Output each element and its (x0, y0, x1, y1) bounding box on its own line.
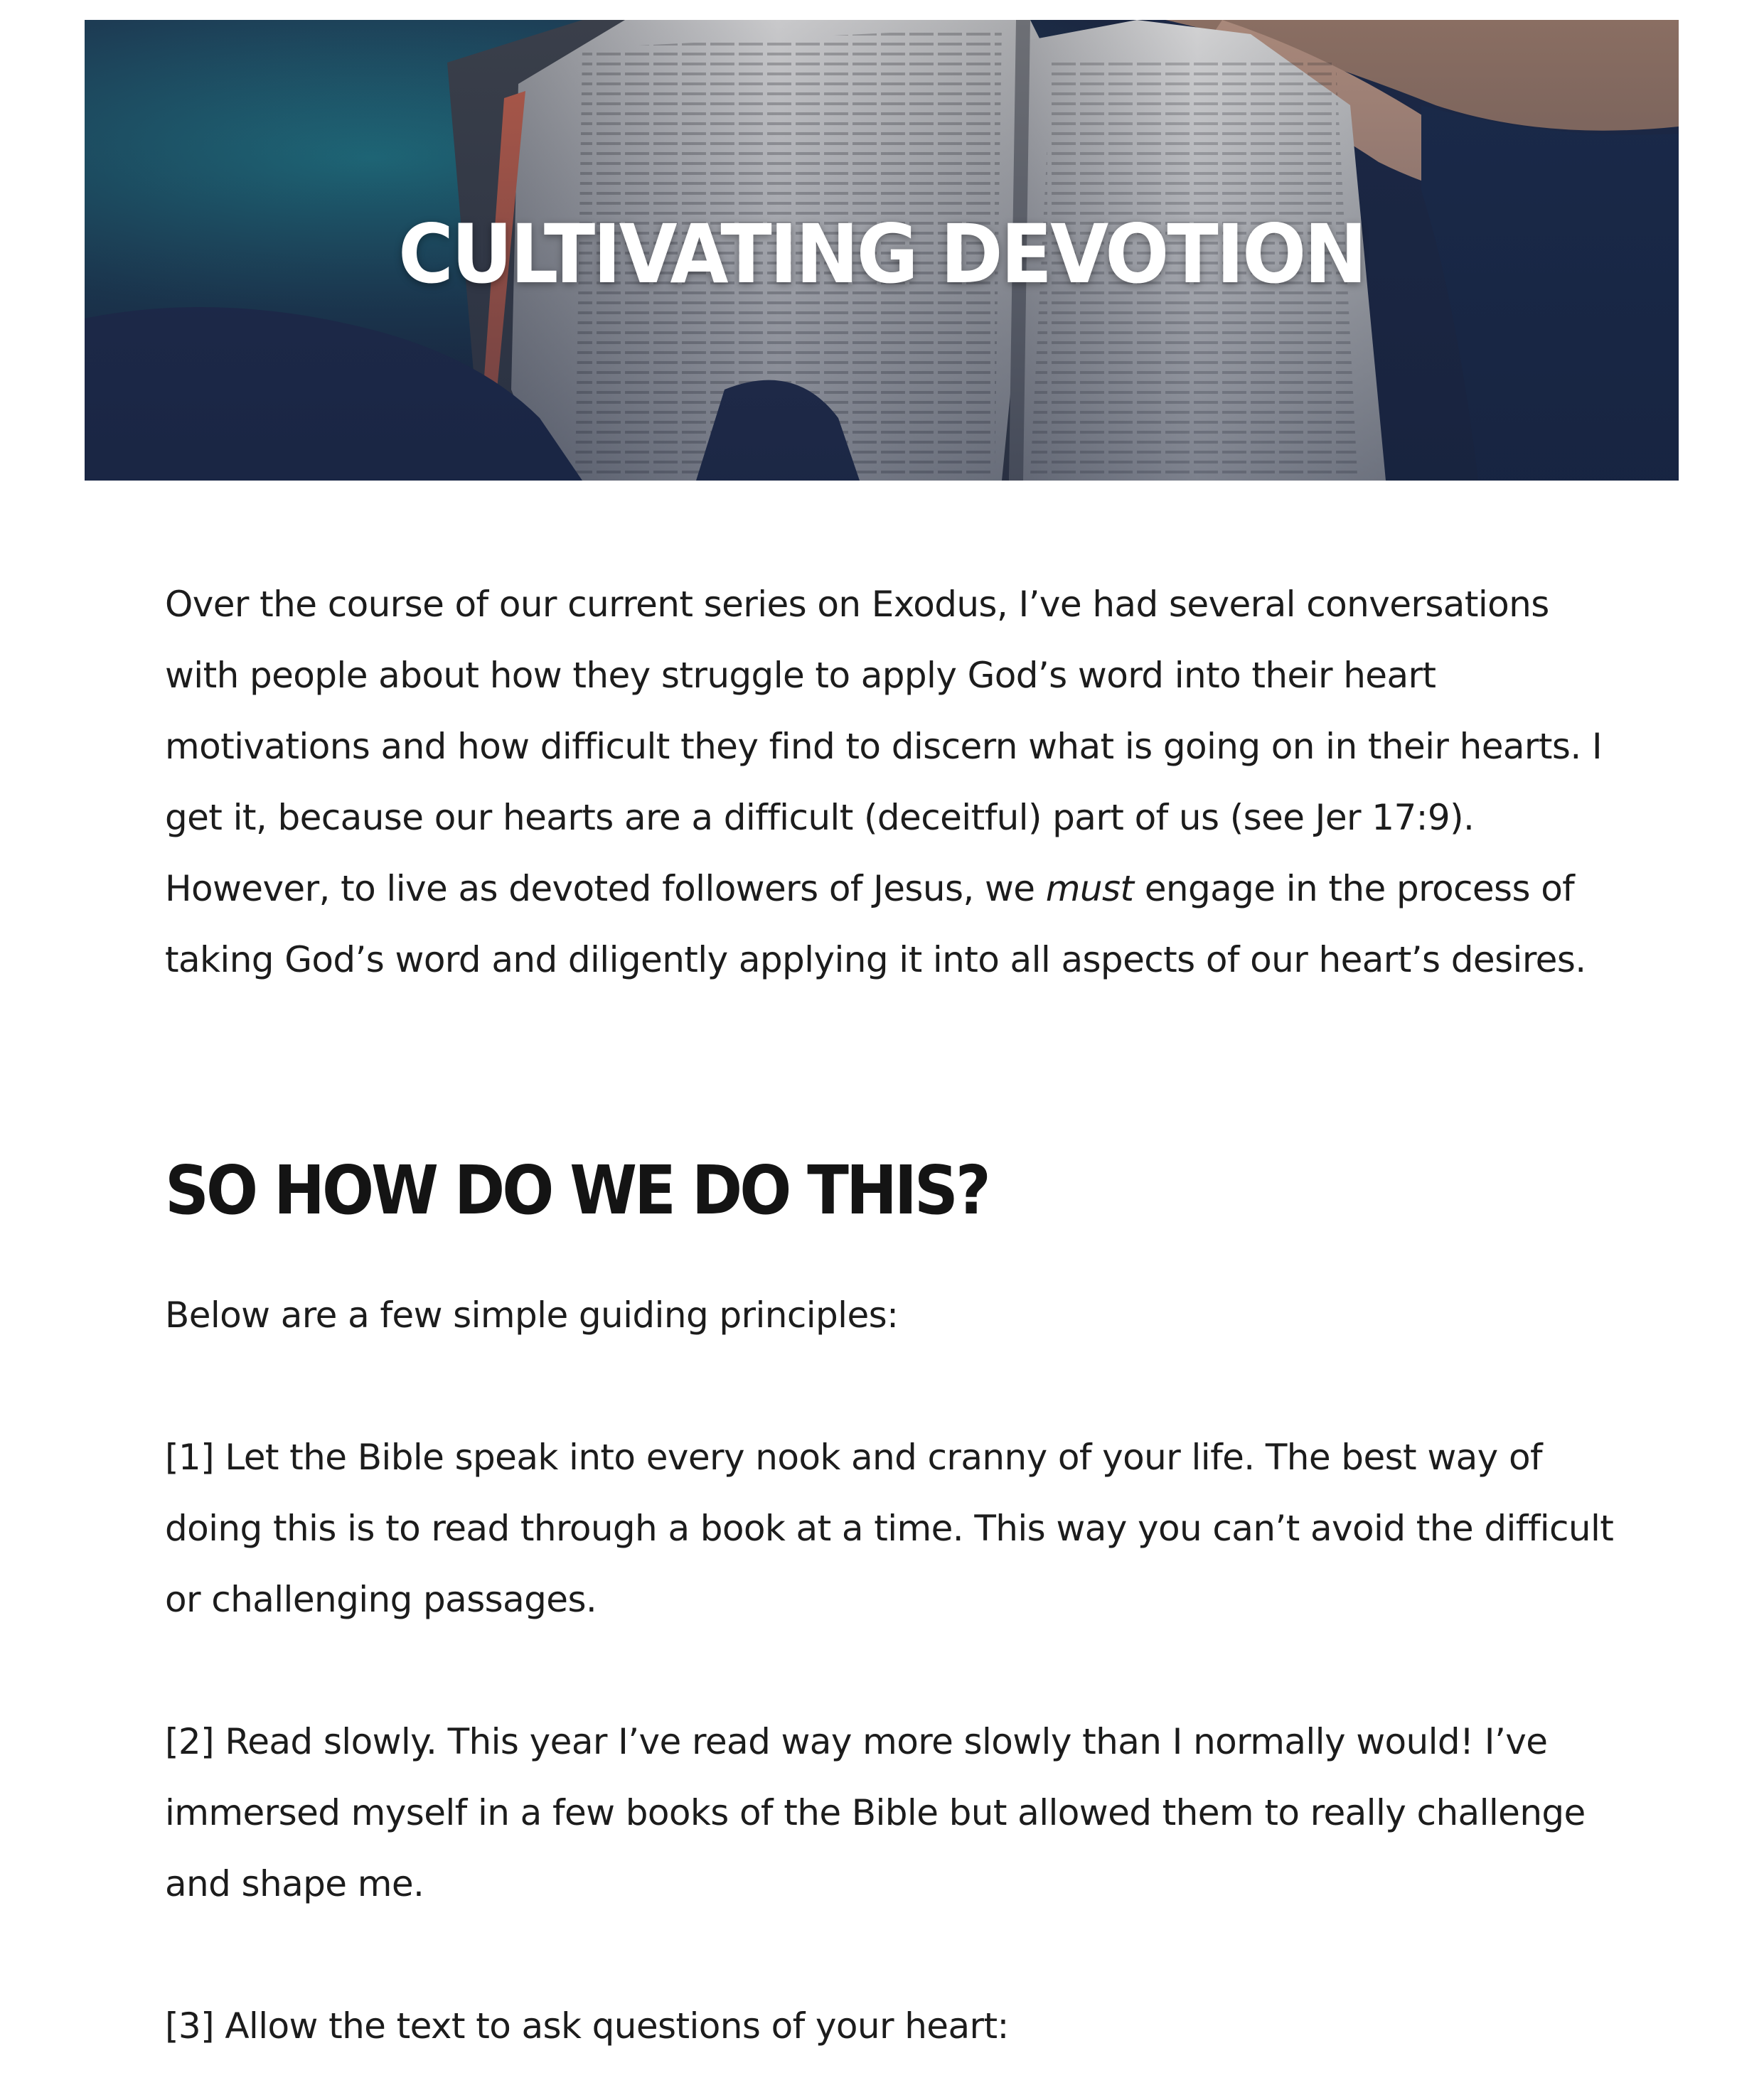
principle-item: [3] Allow the text to ask questions of your heart: (165, 2005, 1009, 2047)
intro-paragraph (165, 569, 1623, 995)
hero-title: CULTIVATING DEVOTION (398, 207, 1365, 301)
section-heading: SO HOW DO WE DO THIS? (165, 1152, 988, 1230)
principle-item: [1] Let the Bible speak into every nook and cranny of your life. The best way of doing this is to read through a book at a time. This way you can’t avoid the difficult or challenging passages. (165, 1437, 1614, 1620)
hero-banner (85, 20, 1679, 481)
intro-text-start: Over the course of our current series on Exodus, I’ve had several conversations with people about how they struggle to apply God’s word into their heart motivations and how difficult they find to discern what is going on in their hearts. I get it, because our hearts are a difficult (deceitful) part of us (see Jer 17:9). However, to live as devoted followers of Jesus, we (165, 584, 1603, 909)
intro-emphasis: must (1045, 868, 1134, 909)
principle-item: [2] Read slowly. This year I’ve read way more slowly than I normally would! I’ve immersed myself in a few books of the Bible but allowed them to really challenge and shape me. (165, 1721, 1586, 1904)
intro-text-end: engage in the process of taking God’s word and diligently applying it into all aspects of our heart’s desires. (165, 868, 1586, 980)
section-lead: Below are a few simple guiding principles: (165, 1295, 899, 1336)
